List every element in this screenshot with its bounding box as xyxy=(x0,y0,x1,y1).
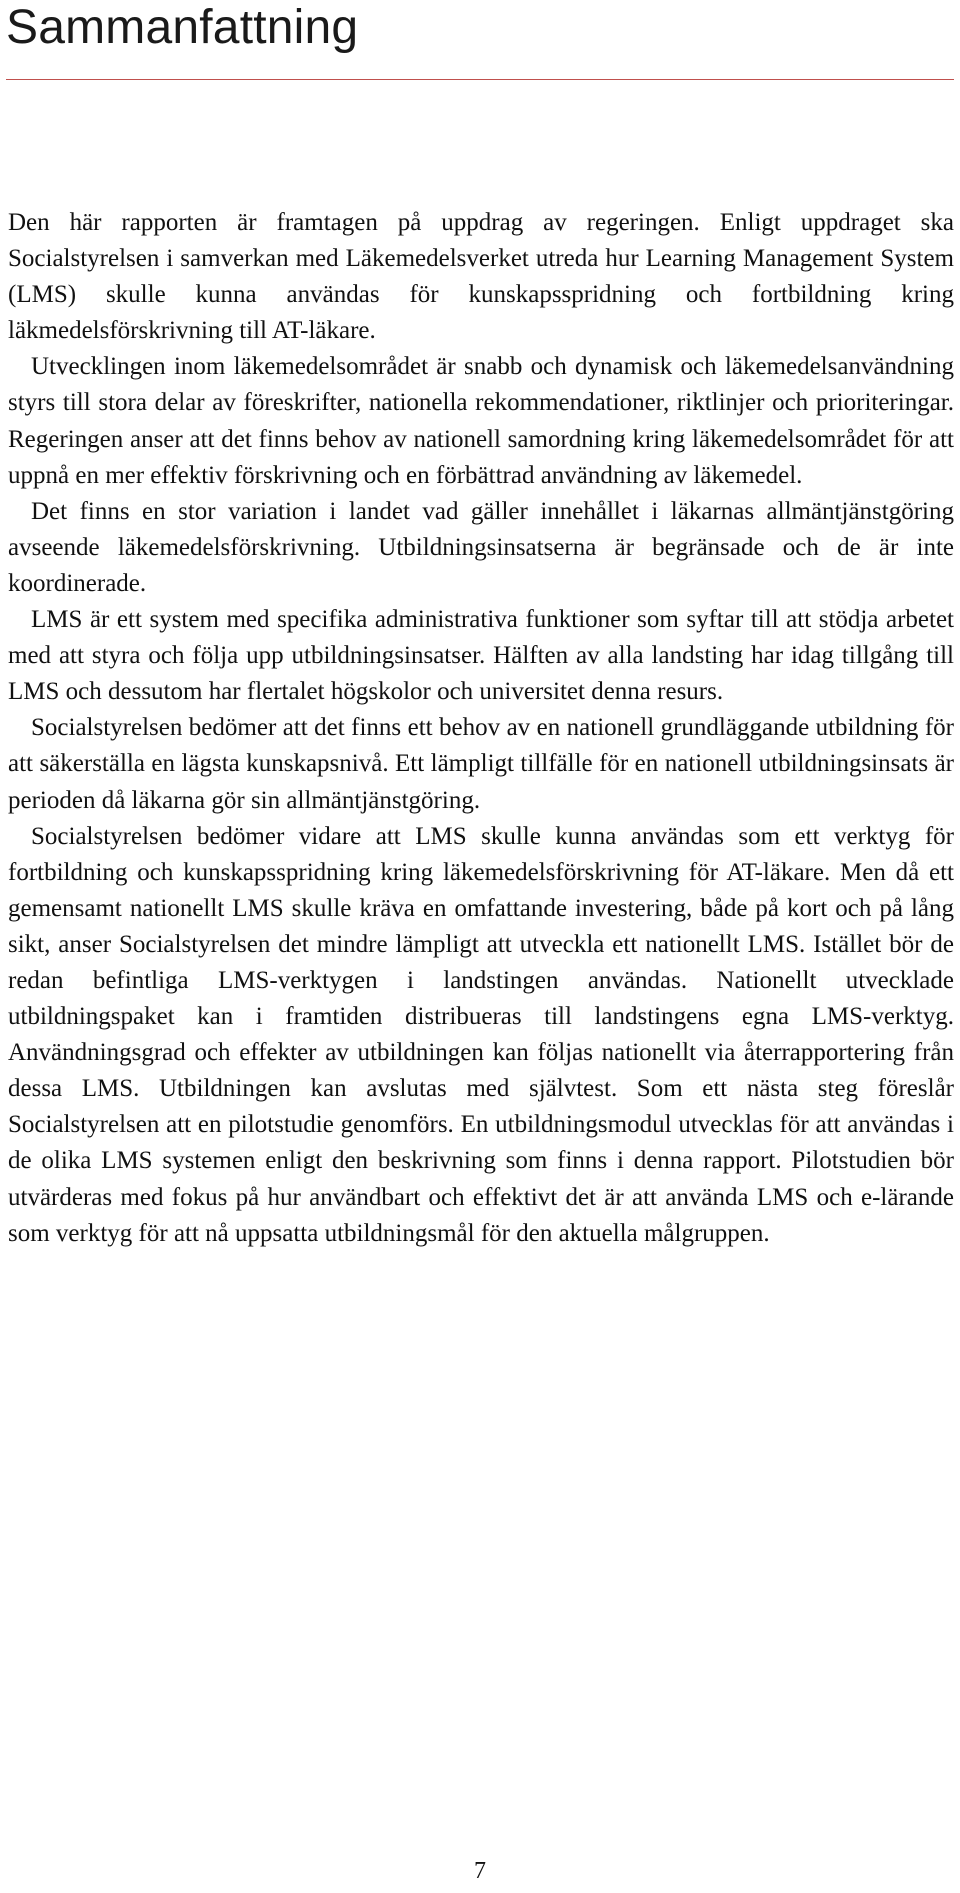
paragraph-2: Utvecklingen inom läkemedelsområdet är snabb och dynamisk och läkemedelsanvändning styrs till stora delar av föreskrifter, nationella rekommendationer, riktlinjer och prioriteringar. Regeringen anser att det finns behov av nationell samordning kring läkemedelsområdet för att uppnå en mer effektiv förskrivning och en förbättrad användning av läkemedel. xyxy=(8,353,954,489)
paragraph-5: Socialstyrelsen bedömer att det finns ett behov av en nationell grundläggande utbildning för att säkerställa en lägsta kunskapsnivå. Ett lämpligt tillfälle för en nationell utbildningsinsats är perioden då läkarna gör sin allmäntjänstgöring. xyxy=(8,714,954,814)
paragraph-1: Den här rapporten är framtagen på uppdrag av regeringen. Enligt uppdraget ska Socialstyrelsen i samverkan med Läkemedelsverket utreda hur Learning Management System (LMS) skulle kunna användas för kunskapsspridning och fortbildning kring läkmedelsförskrivning till AT-läkare. xyxy=(8,209,954,345)
page-number: 7 xyxy=(474,1858,486,1884)
title-divider xyxy=(6,79,954,80)
paragraph-6: Socialstyrelsen bedömer vidare att LMS skulle kunna användas som ett verktyg för fortbildning och kunskapsspridning kring läkemedelsförskrivning för AT-läkare. Men då ett gemensamt nationellt LMS skulle kräva en omfattande investering, både på kort och på lång sikt, anser Socialstyrelsen det mindre lämpligt att utveckla ett nationellt LMS. Istället bör de redan befintliga LMS-verktygen i landstingen användas. Nationellt utvecklade utbildningspaket kan i framtiden distribueras till landstingens egna LMS-verktyg. Användningsgrad och effekter av utbildningen kan följas nationellt via återrapportering från dessa LMS. Utbildningen kan avslutas med självtest. Som ett nästa steg föreslår Socialstyrelsen att en pilotstudie genomförs. En utbildningsmodul utvecklas för att användas i de olika LMS systemen enligt den beskrivning som finns i denna rapport. Pilotstudien bör utvärderas med fokus på hur användbart och effektivt det är att använda LMS och e-lärande som verktyg för att nå uppsatta utbildningsmål för den aktuella målgruppen. xyxy=(8,822,954,1247)
paragraph-3: Det finns en stor variation i landet vad gäller innehållet i läkarnas allmäntjänstgöring avseende läkemedelsförskrivning. Utbildningsinsatserna är begränsade och de är inte koordinerade. xyxy=(8,497,954,597)
page-title: Sammanfattning xyxy=(6,1,359,54)
paragraph-4: LMS är ett system med specifika administrativa funktioner som syftar till att stödja arbetet med att styra och följa upp utbildningsinsatser. Hälften av alla landsting har idag tillgång till LMS och dessutom har flertalet högskolor och universitet denna resurs. xyxy=(8,606,954,706)
summary-body xyxy=(8,205,954,1252)
